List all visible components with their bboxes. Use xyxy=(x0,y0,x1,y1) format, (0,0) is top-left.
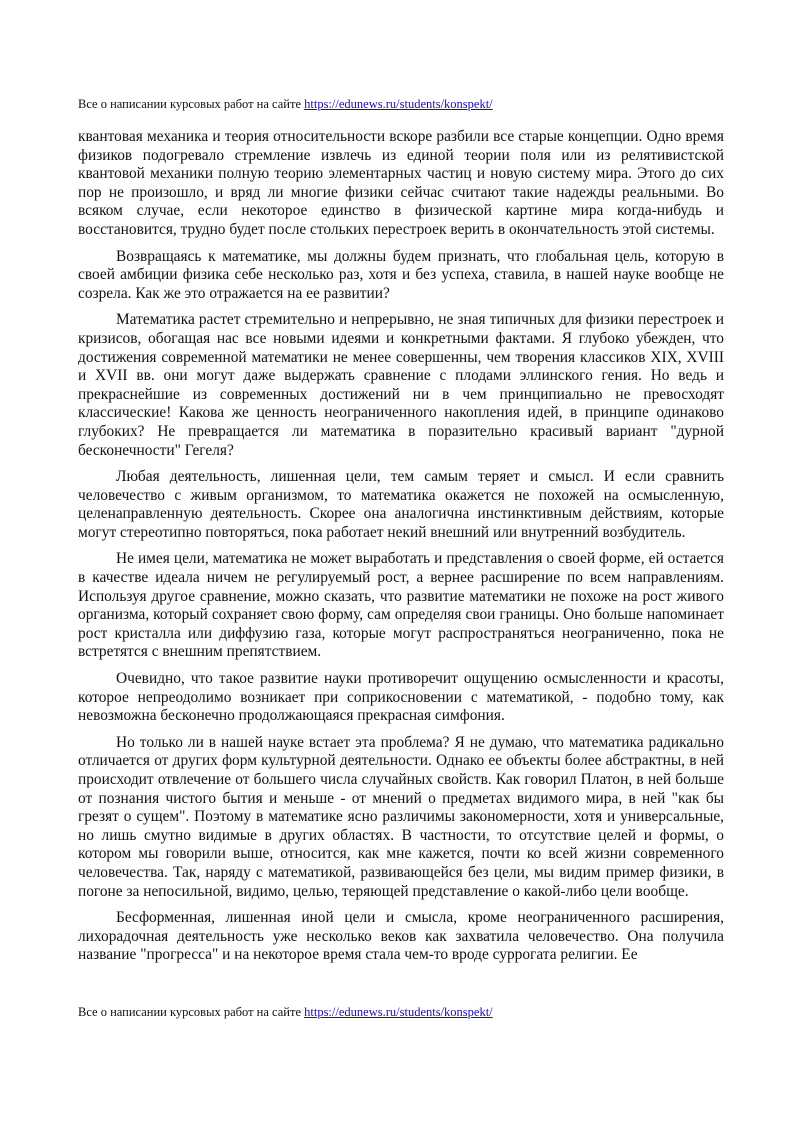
footer-prefix: Все о написании курсовых работ на сайте xyxy=(78,1005,305,1019)
paragraph-6: Очевидно, что такое развитие науки противоречит ощущению осмысленности и красоты, которое непреодолимо возникает при соприкосновении с математикой, - подобно тому, как невозможна бесконечно продолжающаяся прекрасная симфония. xyxy=(78,670,724,725)
paragraph-7: Но только ли в нашей науке встает эта проблема? Я не думаю, что математика радикально отличается от других форм культурной деятельности. Однако ее объекты более абстрактны, в ней происходит отвлечение от большего числа случайных свойств. Как говорил Платон, в ней больше от познания чистого бытия и меньше - от мнений о предметах видимого мира, в ней "как бы грезят о сущем". Поэтому в математике ясно различимы закономерности, хотя и универсальные, но лишь смутно видимые в других областях. В частности, то отсутствие целей и формы, о котором мы говорили выше, относится, как мне кажется, почти ко всей жизни современного человечества. Так, наряду с математикой, развивающейся без цели, мы видим пример физики, в погоне за непосильной, видимо, целью, теряющей представление о какой-либо цели вообще. xyxy=(78,733,724,900)
header-prefix: Все о написании курсовых работ на сайте xyxy=(78,97,305,111)
paragraph-1: квантовая механика и теория относительности вскоре разбили все старые концепции. Одно время физиков подогревало стремление извлечь из единой теории поля или из релятивистской квантовой механики полную теорию элементарных частиц и новую систему мира. Этого до сих пор не произошло, и вряд ли многие физики сейчас считают такие надежды реальными. Во всяком случае, если некоторое единство в физической картине мира когда-нибудь и восстановится, трудно будет после стольких перестроек верить в окончательность этой системы. xyxy=(78,128,724,238)
paragraph-2: Возвращаясь к математике, мы должны будем признать, что глобальная цель, которую в своей амбиции физика себе несколько раз, хотя и без успеха, ставила, в нашей науке вообще не созрела. Как же это отражается на ее развитии? xyxy=(78,247,724,302)
paragraph-4: Любая деятельность, лишенная цели, тем самым теряет и смысл. И если сравнить человечество с живым организмом, то математика окажется не похожей на осмысленную, целенаправленную деятельность. Скорее она аналогична инстинктивным действиям, которые могут стереотипно повторяться, пока работает некий внешний или внутренний возбудитель. xyxy=(78,468,724,541)
paragraph-8: Бесформенная, лишенная иной цели и смысла, кроме неограниченного расширения, лихорадочная деятельность уже несколько веков как захватила человечество. Она получила название "прогресса" и на некоторое время стала чем-то вроде суррогата религии. Ее xyxy=(78,909,724,964)
paragraph-3: Математика растет стремительно и непрерывно, не зная типичных для физики перестроек и кризисов, обогащая нас все новыми идеями и конкретными фактами. Я глубоко убежден, что достижения современной математики не менее совершенны, чем творения классиков XIX, XVIII и XVII вв. они могут даже выдержать сравнение с плодами эллинского гения. Но ведь и прекраснейшие из современных достижений ни в чем принципиально не превосходят классические! Какова же ценность неограниченного накопления идей, в принципе одинаково глубоких? Не превращается ли математика в поразительно красивый вариант "дурной бесконечности" Гегеля? xyxy=(78,311,724,459)
page-header xyxy=(78,96,738,112)
header-site-link[interactable]: https://edunews.ru/students/konspekt/ xyxy=(304,97,493,111)
page-footer xyxy=(78,1004,738,1020)
document-body xyxy=(78,128,724,973)
paragraph-5: Не имея цели, математика не может выработать и представления о своей форме, ей остается в качестве идеала ничем не регулируемый рост, а вернее расширение по всем направлениям. Используя другое сравнение, можно сказать, что развитие математики не похоже на рост живого организма, который сохраняет свою форму, сам определяя свои границы. Оно больше напоминает рост кристалла или диффузию газа, которые могут распространяться неограниченно, пока не встретятся с внешним препятствием. xyxy=(78,550,724,661)
footer-site-link[interactable]: https://edunews.ru/students/konspekt/ xyxy=(304,1005,493,1019)
